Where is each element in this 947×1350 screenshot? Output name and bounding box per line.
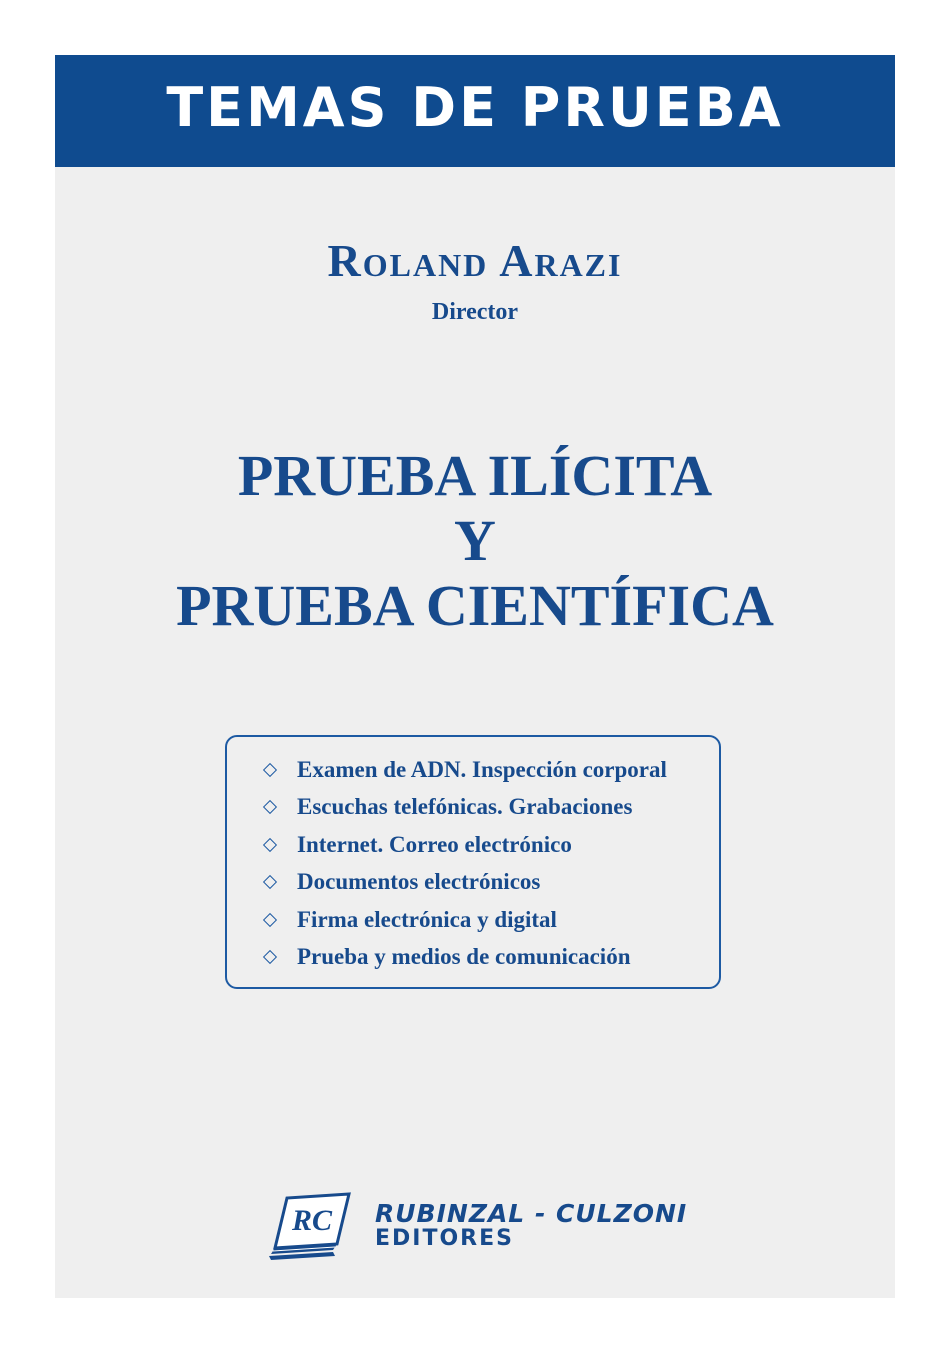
- diamond-bullet-icon: [263, 763, 277, 777]
- topic-item: [265, 864, 667, 902]
- series-title: TEMAS DE PRUEBA: [166, 76, 784, 139]
- topic-item: [265, 939, 667, 977]
- diamond-bullet-icon: [263, 838, 277, 852]
- book-title-line-3: PRUEBA CIENTÍFICA: [176, 573, 774, 638]
- topic-label: Examen de ADN. Inspección corporal: [297, 756, 667, 782]
- topics-list: [265, 751, 667, 976]
- logo-monogram: RC: [291, 1204, 333, 1237]
- diamond-bullet-icon: [263, 913, 277, 927]
- topic-item: [265, 826, 667, 864]
- diamond-bullet-icon: [263, 950, 277, 964]
- book-logo-icon: [265, 1190, 355, 1260]
- topic-label: Escuchas telefónicas. Grabaciones: [297, 794, 633, 820]
- topic-item: [265, 901, 667, 939]
- book-cover: [55, 55, 895, 1298]
- book-title: [55, 443, 895, 638]
- topics-box: [225, 735, 721, 989]
- publisher-name: RUBINZAL - CULZONI: [375, 1199, 688, 1228]
- topic-label: Internet. Correo electrónico: [297, 831, 572, 857]
- publisher-block: [265, 1190, 705, 1260]
- topic-label: Firma electrónica y digital: [297, 906, 557, 932]
- topic-item: [265, 751, 667, 789]
- author-name: Roland Arazi: [327, 235, 623, 286]
- topic-item: [265, 789, 667, 827]
- book-title-line-1: PRUEBA ILÍCITA: [237, 443, 713, 508]
- diamond-bullet-icon: [263, 800, 277, 814]
- topic-label: Prueba y medios de comunicación: [297, 944, 631, 970]
- author-role: Director: [431, 299, 519, 325]
- book-title-line-2: Y: [454, 508, 496, 573]
- diamond-bullet-icon: [263, 875, 277, 889]
- publisher-subtitle: EDITORES: [375, 1226, 514, 1251]
- topic-label: Documentos electrónicos: [297, 869, 541, 895]
- series-banner: [55, 55, 895, 167]
